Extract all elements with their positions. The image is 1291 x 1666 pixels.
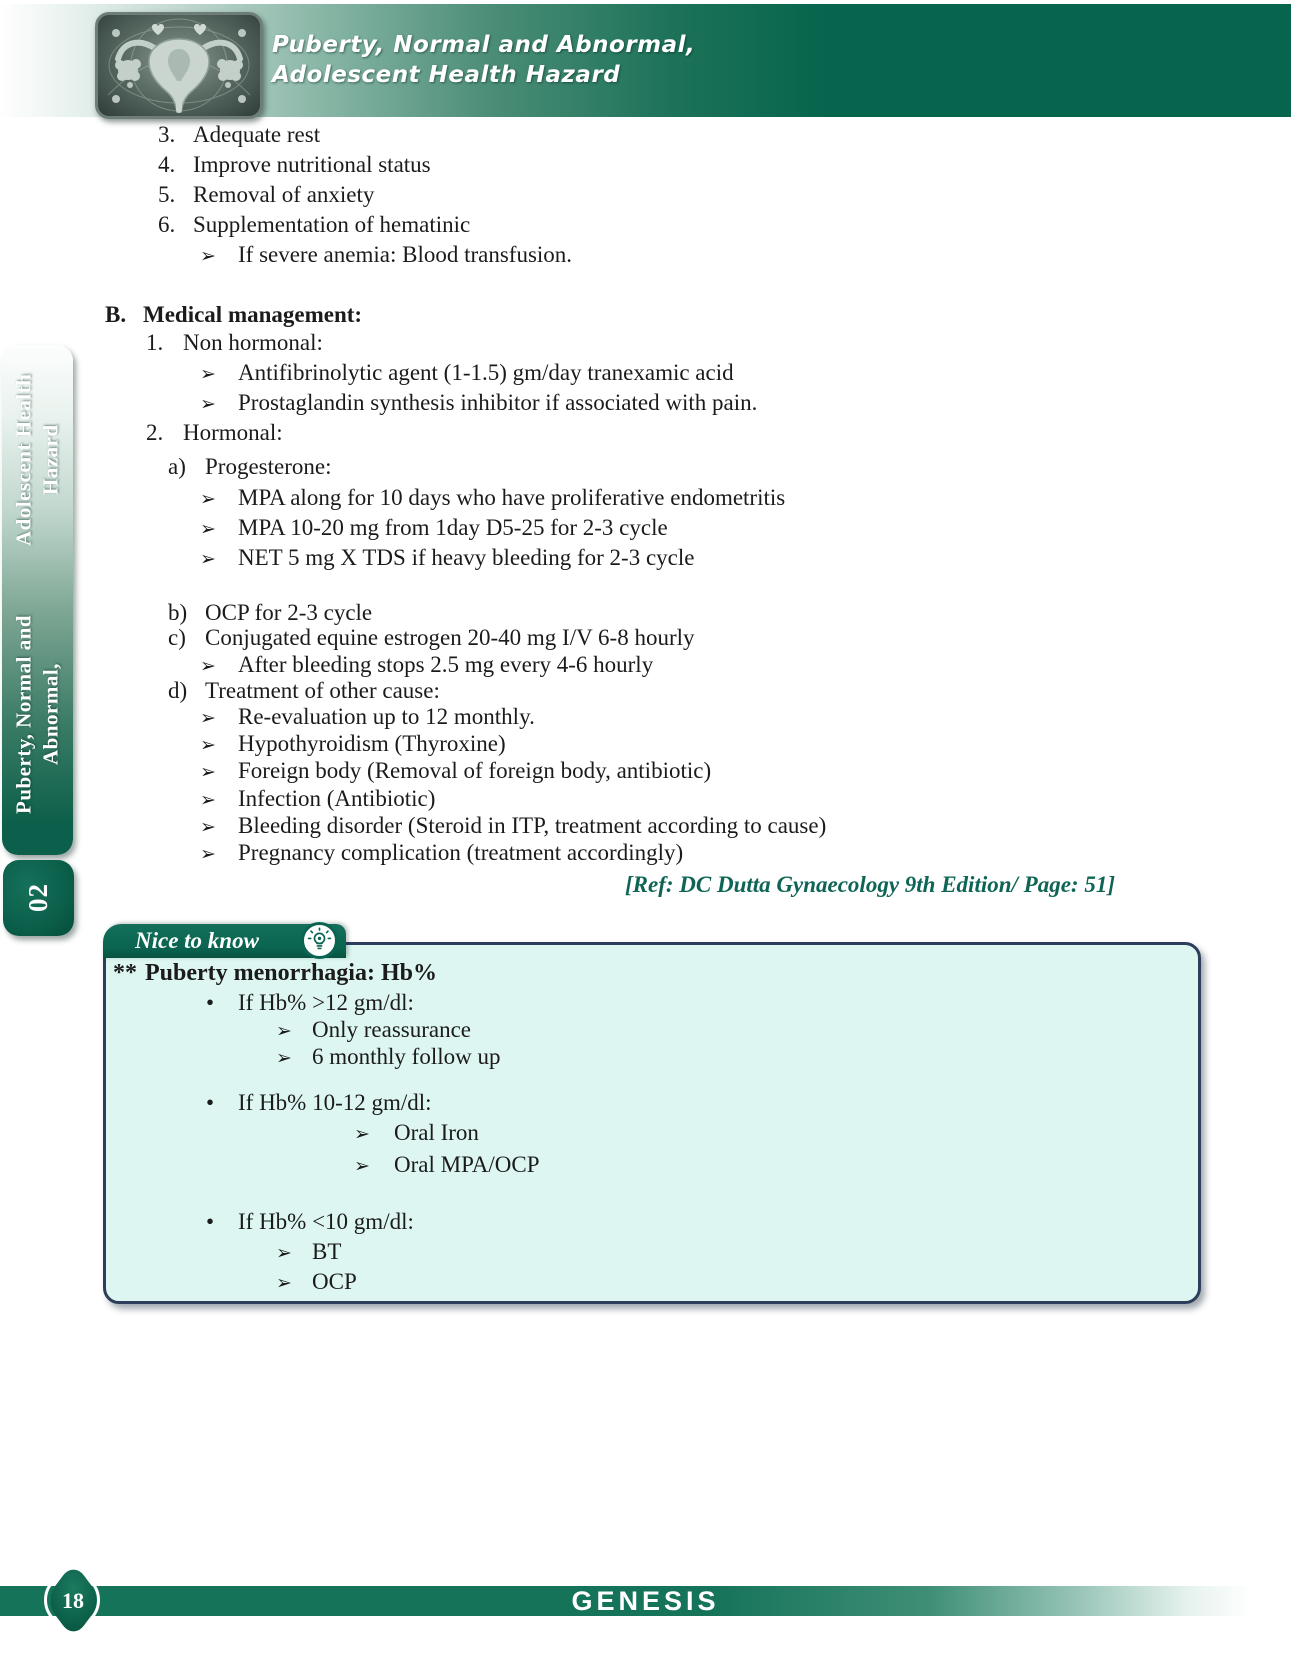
list-item (354, 1150, 540, 1180)
sidebar-chapter-title (2, 345, 73, 855)
item-text: If Hb% >12 gm/dl: (238, 990, 414, 1015)
item-text: MPA 10-20 mg from 1day D5-25 for 2-3 cycle (238, 515, 668, 540)
arrow-bullet-icon: ➢ (200, 548, 216, 570)
page-title (272, 30, 695, 90)
list-item (200, 811, 826, 841)
sidebar-chapter-tab (2, 345, 73, 855)
list-item (158, 210, 470, 240)
list-item (200, 729, 506, 759)
item-text: Foreign body (Removal of foreign body, antibiotic) (238, 758, 712, 783)
page-number: 18 (62, 1588, 84, 1613)
item-text: Hormonal: (183, 420, 283, 445)
item-marker: ** (113, 960, 137, 986)
arrow-bullet-icon: ➢ (200, 761, 216, 783)
nice-to-know-tab (103, 924, 346, 958)
page-title-line1: Puberty, Normal and Abnormal, (272, 32, 696, 58)
list-item (200, 483, 785, 513)
item-marker: d) (168, 678, 188, 703)
reference-citation: [Ref: DC Dutta Gynaecology 9th Edition/ Page: 51] (625, 872, 1115, 897)
item-text: NET 5 mg X TDS if heavy bleeding for 2-3 cycle (238, 545, 695, 570)
item-text: If Hb% 10-12 gm/dl: (238, 1090, 432, 1115)
item-text: Prostaglandin synthesis inhibitor if associated with pain. (238, 390, 758, 415)
list-item (200, 388, 757, 418)
item-text: Pregnancy complication (treatment accordingly) (238, 840, 684, 865)
list-item (206, 1207, 414, 1237)
arrow-bullet-icon: ➢ (200, 707, 216, 729)
arrow-bullet-icon: ➢ (276, 1020, 292, 1042)
item-marker: 4. (158, 152, 176, 177)
list-item (200, 543, 695, 573)
publisher-brand: GENESIS (571, 1586, 720, 1616)
item-text: Non hormonal: (183, 330, 323, 355)
item-text: Re-evaluation up to 12 monthly. (238, 704, 535, 729)
arrow-bullet-icon: ➢ (276, 1272, 292, 1294)
item-marker: 5. (158, 182, 176, 207)
arrow-bullet-icon: ➢ (200, 816, 216, 838)
list-item (276, 1237, 341, 1267)
list-item (276, 1042, 500, 1072)
bullet-icon: • (206, 990, 215, 1015)
arrow-bullet-icon: ➢ (200, 363, 216, 385)
item-text: Puberty menorrhagia: Hb% (145, 960, 437, 986)
list-item (200, 838, 683, 868)
arrow-bullet-icon: ➢ (200, 655, 216, 677)
item-text: Bleeding disorder (Steroid in ITP, treatment according to cause) (238, 813, 827, 838)
item-text: OCP for 2-3 cycle (205, 600, 373, 625)
list-item (200, 513, 668, 543)
nice-to-know-label: Nice to know (135, 928, 259, 953)
item-text: 6 monthly follow up (312, 1044, 501, 1069)
item-text: Oral MPA/OCP (394, 1152, 540, 1177)
uterus-illustration-icon (98, 15, 260, 116)
section-heading (105, 300, 362, 330)
item-text: Infection (Antibiotic) (238, 786, 436, 811)
arrow-bullet-icon: ➢ (354, 1123, 370, 1145)
list-item (158, 120, 320, 150)
item-text: After bleeding stops 2.5 mg every 4-6 hourly (238, 652, 654, 677)
arrow-bullet-icon: ➢ (200, 789, 216, 811)
arrow-bullet-icon: ➢ (276, 1242, 292, 1264)
header-banner (0, 4, 1291, 117)
uterus-illustration-icon (95, 12, 263, 119)
list-item (354, 1118, 479, 1148)
list-item (146, 418, 283, 448)
item-text: Oral Iron (394, 1120, 479, 1145)
item-text: Adequate rest (193, 122, 321, 147)
list-item (206, 988, 414, 1018)
item-text: If severe anemia: Blood transfusion. (238, 242, 573, 267)
arrow-bullet-icon: ➢ (200, 734, 216, 756)
chapter-number-badge (3, 860, 74, 936)
list-item (200, 756, 711, 786)
item-marker: a) (168, 454, 186, 479)
item-marker: b) (168, 600, 188, 625)
arrow-bullet-icon: ➢ (200, 393, 216, 415)
list-item (168, 452, 331, 482)
item-text: Supplementation of hematinic (193, 212, 471, 237)
item-marker: 6. (158, 212, 176, 237)
page-number-badge (43, 1566, 103, 1636)
item-text: Treatment of other cause: (205, 678, 440, 703)
list-item (200, 358, 734, 388)
list-item (158, 150, 431, 180)
arrow-bullet-icon: ➢ (200, 518, 216, 540)
arrow-bullet-icon: ➢ (354, 1155, 370, 1177)
list-item (158, 180, 374, 210)
list-item (206, 1088, 432, 1118)
item-text: Hypothyroidism (Thyroxine) (238, 731, 506, 756)
item-text: Only reassurance (312, 1017, 472, 1042)
arrow-bullet-icon: ➢ (200, 245, 216, 267)
item-marker: c) (168, 625, 186, 650)
arrow-bullet-icon: ➢ (200, 843, 216, 865)
list-item (146, 328, 323, 358)
box-heading (113, 958, 437, 988)
item-text: Antifibrinolytic agent (1-1.5) gm/day tranexamic acid (238, 360, 734, 385)
item-text: If Hb% <10 gm/dl: (238, 1209, 414, 1234)
item-marker: 3. (158, 122, 176, 147)
sidebar-title-line1: Puberty, Normal and Abnormal, (11, 614, 63, 814)
list-item (276, 1267, 357, 1297)
list-item (200, 240, 572, 270)
item-text: Conjugated equine estrogen 20-40 mg I/V 6-8 hourly (205, 625, 695, 650)
list-item (200, 702, 535, 732)
item-text: BT (312, 1239, 342, 1264)
item-text: MPA along for 10 days who have proliferative endometritis (238, 485, 786, 510)
item-marker: 2. (146, 420, 164, 445)
item-text: Improve nutritional status (193, 152, 431, 177)
list-item (200, 784, 435, 814)
bullet-icon: • (206, 1090, 215, 1115)
item-text: OCP (312, 1269, 357, 1294)
sidebar-title-line2: Adolescent Health Hazard (11, 373, 63, 546)
item-marker: B. (105, 302, 127, 327)
arrow-bullet-icon: ➢ (200, 488, 216, 510)
arrow-bullet-icon: ➢ (276, 1047, 292, 1069)
item-marker: 1. (146, 330, 164, 355)
list-item (168, 623, 695, 653)
item-text: Removal of anxiety (193, 182, 375, 207)
lightbulb-icon (301, 922, 338, 959)
item-text: Progesterone: (205, 454, 332, 479)
bullet-icon: • (206, 1209, 215, 1234)
page-title-line2: Adolescent Health Hazard (272, 62, 621, 88)
chapter-number: 02 (23, 883, 53, 913)
list-item (276, 1015, 471, 1045)
item-text: Medical management: (143, 302, 363, 327)
